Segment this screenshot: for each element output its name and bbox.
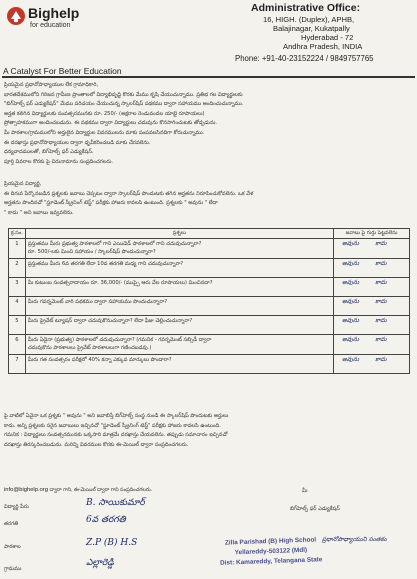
answer-yes[interactable]: అవును [342,259,360,267]
answer-yes[interactable]: అవును [342,240,360,247]
answer-no[interactable]: కాదు [375,297,387,305]
office-title: Administrative Office: [251,2,361,14]
question-text: మీరు ఏదైనా (ప్రభుత్వ) పాఠశాలలో చదువుచున్నారా? (గమనిక - గవర్నమెంట్ సబ్సిడీ ద్వారా [27,336,212,343]
table-header-row [9,229,410,239]
text-line: ఈ దరఖాస్తు ప్రధానోపాధ్యాయుల ద్వారా ధృవీకరించబడి మాకు చేరవలెను. [4,139,151,146]
text-line: ప్రోత్సాహకముగా అందించబడును. ఈ పథకము ద్వారా విద్యార్థులు చదువును కొనసాగించుటకు తోడ్పడును. [4,120,218,127]
school-label: పాఠశాల [4,544,21,550]
table-row [9,239,410,259]
question-text: మీరు ప్రైవేట్ ట్యూషన్ ద్వారా చదువుకొనుచున్నారా? లేదా ఫీజు చెల్లించుచున్నారా? [27,317,193,324]
answer-no[interactable]: కాదు [375,316,387,324]
student-name-value[interactable]: B. సాయికుమార్ [86,498,145,508]
stamp-line: Yellareddy-503122 (Mdl) [234,546,308,557]
answer-cell[interactable] [334,258,410,277]
table-row [9,315,410,334]
contact-email-line [4,487,152,494]
answer-no[interactable]: కాదు [375,259,387,267]
text-line: ఈ దిగువ పేర్కొనబడిన ప్రశ్నలకు జవాబు చెప్పటం ద్వారా స్కాలర్‌షిప్ పొందుటకు తగిన అర్హతను నిరూపించుకోవలెను. ఒక వేళ [4,190,254,197]
phone-number: Phone: +91-40-23152224 / 9849757765 [235,54,374,63]
answer-yes[interactable]: అవును [342,355,360,363]
text-line: ప్రియమైన విద్యార్థి, [4,181,42,187]
text-line: కాదు. అన్ని ప్రశ్నలకు సరైన జవాబులు ఇచ్చినచో "స్టూడెంట్ స్క్రీనింగ్ టెస్ట్" పరీక్షకు హాజరు కావలసి ఉంటుంది. [4,422,221,429]
intro-paragraph [4,81,412,167]
text-line: భారతదేశములోని గిరిజన గ్రామీణ ప్రాంతాలలో విద్యాభివృద్ధి కొరకు మేము కృషి చేయుచున్నాము. ప్రతిభ గల విద్యార్థులకు [4,91,243,98]
question-text: మీరు గత సంవత్సరం పరీక్షలో 40% కన్నా ఎక్కువ మార్కులు పొందారా? [27,356,172,363]
row-number: 3 [9,277,26,296]
brand-subtitle: for education [30,22,71,29]
email-link[interactable]: info@bighelp.org [4,487,48,493]
village-label: గ్రామము [4,566,22,572]
table-row [9,277,410,296]
text-line: " కాదు " అని జవాబు ఇవ్వవలెను. [4,209,74,216]
student-paragraph [4,180,412,218]
answer-cell[interactable] [334,334,410,354]
column-header: ప్రశ్నలు [25,229,333,239]
question-text: చదువుకొను పాఠశాలలు ప్రైవేట్ పాఠశాలలుగా గణించబడవు.) [27,345,152,352]
row-number: 2 [9,258,26,277]
answer-yes[interactable]: అవును [342,278,360,286]
question-text: ప్రస్తుతము మీరు 6వ తరగతి లేదా 10వ తరగతి మధ్య గాని చదువుచున్నారా? [27,260,184,267]
class-label: తరగతి [4,521,19,527]
answer-no[interactable]: కాదు [375,335,387,343]
text-line: అర్హత కలిగిన విద్యార్థులకు సంవత్సరమునకు రూ. 250/- (అక్షరాల రెండువందల యాభై రూపాయలు) [4,110,205,117]
row-number: 1 [9,239,26,259]
question-text: ప్రస్తుతము మీరు ప్రభుత్వ పాఠశాలలో గాని ఎయిడెడ్ పాఠశాలలో గాని చదువుచున్నారా? [27,241,202,247]
stamp-line: Dist: Kamareddy, Telangana State [219,556,323,567]
stamp-line: Zilla Parishad (B) High School [224,536,317,547]
question-cell [25,258,333,277]
closing-organization: బిగ్‌హెల్ప్ ఫర్ ఎడ్యుకేషన్ [290,506,340,512]
email-note: ద్వారా గాని, ఈ-మెయిల్ ద్వారా గాని సంప్రదించగలరు. [49,487,153,493]
question-cell [25,239,333,259]
row-number: 6 [9,334,26,354]
answer-cell[interactable] [334,354,410,373]
brand-name: Bighelp [28,5,80,21]
class-value[interactable]: 6వ తరగతి [86,515,126,525]
text-line: "బిగ్‌హెల్ప్ ఫర్ ఎడ్యుకేషన్" మేము పరిచయం చేయుచున్న స్కాలర్‌షిప్ పథకము ద్వారా సహాయము అందించుచున్నాము. [4,101,244,108]
question-text: మీ కుటుంబ సంవత్సరాదాయం రూ. 36,000/- (ముప్పై ఆరు వేల రూపాయలు) మించినదా? [27,279,213,286]
header-divider [2,76,415,78]
school-value[interactable]: Z.P (B) H.S [86,538,138,548]
bighelp-logo-icon [6,6,26,26]
address-line: Balajinagar, Kukatpally [273,24,350,33]
closing-salutation: మీ [302,488,308,494]
question-cell [25,296,333,315]
text-line: మీ పాఠశాల/గ్రామములోని అర్హులైన విద్యార్థుల వివరములను మాకు పంపవలసినదిగా కోరుచున్నాము. [4,129,205,136]
tagline: A Catalyst For Better Education [3,66,122,76]
question-cell [25,277,333,296]
text-line: గమనిక : విద్యార్థులు సంవత్సరమునకు ఒక్కసారి మాత్రమే దరఖాస్తు చేయవలెను. తప్పుడు సమాచారం ఇచ్చినచో [4,432,228,439]
address-line: 16, HIGH. (Duplex), APHB, [263,15,355,24]
text-line: పై వాటిలో ఏవైనా ఒక ప్రశ్నకు " అవును " అని జవాబిస్తే బిగ్‌హెల్ప్ సంస్థ నుండి ఈ స్కాలర్‌షిప్ పొందుటకు అర్హులు [4,413,229,419]
address-line: Andhra Pradesh, INDIA [283,42,363,51]
table-row [9,258,410,277]
student-name-label: విద్యార్థి పేరు [4,504,29,510]
question-cell [25,315,333,334]
question-text: మీరు గవర్నమెంట్ వారి పథకము ద్వారా సహాయము పొందుచున్నారా? [27,298,168,305]
answer-no[interactable]: కాదు [375,278,387,286]
answer-cell[interactable] [334,315,410,334]
answer-yes[interactable]: అవును [342,316,360,324]
row-number: 7 [9,354,26,373]
answer-cell[interactable] [334,296,410,315]
text-line: పూర్తి వివరాల కొరకు పై చిరునామాను సంప్రదించగలరు. [4,158,114,165]
question-text: రూ. 500/-లకు మించి సహాయం / స్కాలర్‌షిప్ పొందుచున్నారా? [27,249,156,256]
column-header: క్ర.సం. [9,229,26,239]
answer-cell[interactable] [334,239,410,259]
row-number: 4 [9,296,26,315]
table-row [9,296,410,315]
text-line: ధన్యవాదములతో, బిగ్‌హెల్ప్ ఫర్ ఎడ్యుకేషన్. [4,149,94,156]
closing-paragraph [4,412,412,450]
question-cell [25,354,333,373]
answer-no[interactable]: కాదు [375,355,387,363]
answer-yes[interactable]: అవును [342,335,360,343]
question-cell [25,334,333,354]
table-row [9,334,410,354]
table-row [9,354,410,373]
office-address [223,2,393,63]
column-header: జవాబు పై గుర్తు పెట్టవలెను [334,229,410,239]
village-value[interactable]: ఎల్లారెడ్డి [86,558,114,568]
headmaster-signature-label: ప్రధానోపాధ్యాయుని సంతకం [322,536,387,543]
row-number: 5 [9,315,26,334]
text-line: అర్హతను పొందినచో "స్టూడెంట్ స్క్రీనింగ్ టెస్ట్" పరీక్షకు హాజరు కావలసి ఉంటుంది. ప్రశ్నలకు " అవును " లేదా [4,200,218,207]
answer-cell[interactable] [334,277,410,296]
answer-no[interactable]: కాదు [375,240,387,247]
questions-table [8,228,410,374]
address-line: Hyderabad - 72 [301,33,354,42]
text-line: దరఖాస్తు తిరస్కరించబడును. మరిన్ని వివరముల కొరకు ఈ-మెయిల్ ద్వారా సంప్రదించగలరు. [4,441,189,448]
answer-yes[interactable]: అవును [342,297,360,305]
text-line: ప్రియమైన ప్రధానోపాధ్యాయుల లేక గ్రామాధికారి, [4,82,99,88]
